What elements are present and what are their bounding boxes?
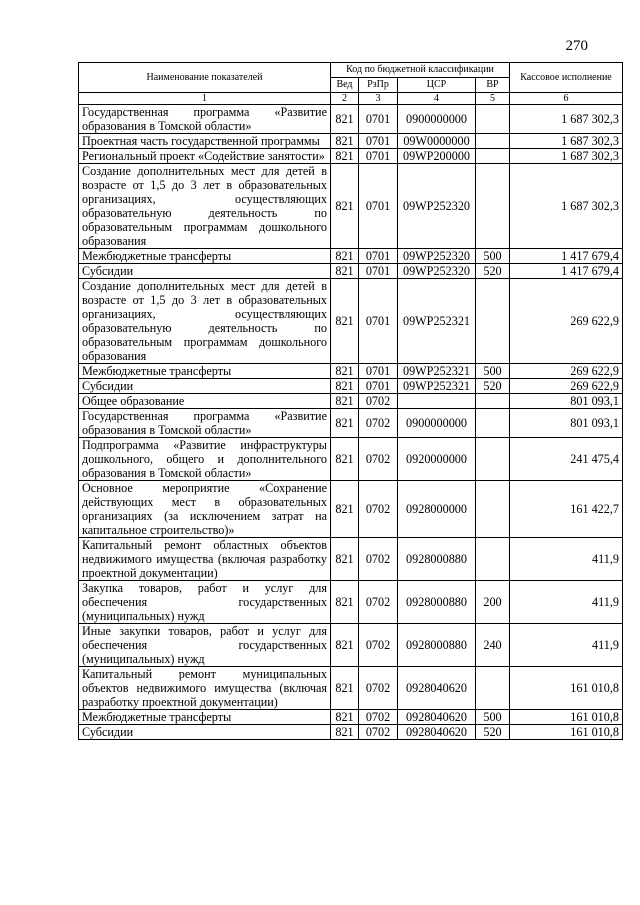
table-row [79,149,623,164]
row-ved: 821 [331,409,359,438]
row-ved: 821 [331,279,359,364]
row-csr: 0928000880 [398,538,476,581]
row-name: Закупка товаров, работ и услуг для обеспечения государственных (муниципальных) нужд [79,581,331,624]
row-amount: 411,9 [510,624,623,667]
row-amount: 1 687 302,3 [510,164,623,249]
row-ved: 821 [331,264,359,279]
header-amount: Кассовое исполнение [510,63,623,93]
row-vr [476,481,510,538]
row-vr: 520 [476,379,510,394]
row-csr: 09W0000000 [398,134,476,149]
row-vr: 520 [476,264,510,279]
header-ved: Вед [331,78,359,93]
row-csr: 09WP252321 [398,364,476,379]
row-rzpr: 0701 [359,164,398,249]
table-row [79,538,623,581]
row-csr: 0928000880 [398,581,476,624]
table-row [79,725,623,740]
row-csr: 09WP252320 [398,264,476,279]
row-amount: 269 622,9 [510,364,623,379]
row-csr: 09WP252321 [398,379,476,394]
row-csr [398,394,476,409]
table-row [79,279,623,364]
table-row [79,164,623,249]
table-row [79,581,623,624]
row-vr [476,438,510,481]
row-name: Субсидии [79,725,331,740]
row-ved: 821 [331,249,359,264]
table-row [79,249,623,264]
row-rzpr: 0702 [359,725,398,740]
row-rzpr: 0702 [359,538,398,581]
row-rzpr: 0702 [359,624,398,667]
row-rzpr: 0701 [359,134,398,149]
column-number: 6 [510,93,623,105]
column-number: 3 [359,93,398,105]
row-name: Межбюджетные трансферты [79,710,331,725]
row-name: Общее образование [79,394,331,409]
row-csr: 0900000000 [398,105,476,134]
row-rzpr: 0701 [359,249,398,264]
row-vr: 520 [476,725,510,740]
row-csr: 0928000880 [398,624,476,667]
row-name: Субсидии [79,379,331,394]
row-name: Межбюджетные трансферты [79,364,331,379]
table-row [79,364,623,379]
row-vr [476,279,510,364]
row-rzpr: 0702 [359,409,398,438]
row-csr: 09WP200000 [398,149,476,164]
row-amount: 1 417 679,4 [510,249,623,264]
row-ved: 821 [331,149,359,164]
row-rzpr: 0701 [359,279,398,364]
row-ved: 821 [331,667,359,710]
row-csr: 0920000000 [398,438,476,481]
row-name: Капитальный ремонт областных объектов недвижимого имущества (включая разработку проектной документации) [79,538,331,581]
row-amount: 1 687 302,3 [510,105,623,134]
row-rzpr: 0701 [359,379,398,394]
row-ved: 821 [331,710,359,725]
header-rzpr: РзПр [359,78,398,93]
row-csr: 09WP252321 [398,279,476,364]
header-vr: ВР [476,78,510,93]
row-vr: 240 [476,624,510,667]
row-amount: 161 010,8 [510,710,623,725]
row-rzpr: 0702 [359,581,398,624]
row-rzpr: 0701 [359,364,398,379]
column-number: 1 [79,93,331,105]
table-row [79,481,623,538]
table-row [79,379,623,394]
table-row [79,710,623,725]
row-csr: 09WP252320 [398,249,476,264]
row-name: Капитальный ремонт муниципальных объектов недвижимого имущества (включая разработку проектной документации) [79,667,331,710]
row-ved: 821 [331,438,359,481]
row-amount: 161 010,8 [510,725,623,740]
row-amount: 269 622,9 [510,379,623,394]
row-ved: 821 [331,164,359,249]
row-vr [476,105,510,134]
row-csr: 0900000000 [398,409,476,438]
table-row [79,667,623,710]
column-number: 5 [476,93,510,105]
row-ved: 821 [331,581,359,624]
row-name: Основное мероприятие «Сохранение действующих мест в образовательных организациях (за исключением затрат на капитальное строительство)» [79,481,331,538]
table-row [79,409,623,438]
row-csr: 0928040620 [398,667,476,710]
row-name: Субсидии [79,264,331,279]
row-vr [476,409,510,438]
row-amount: 411,9 [510,581,623,624]
row-name: Проектная часть государственной программы [79,134,331,149]
row-vr: 500 [476,364,510,379]
column-number-row [79,93,623,105]
row-vr: 200 [476,581,510,624]
row-rzpr: 0702 [359,438,398,481]
row-name: Региональный проект «Содействие занятости» [79,149,331,164]
row-amount: 269 622,9 [510,279,623,364]
row-ved: 821 [331,134,359,149]
row-vr [476,149,510,164]
row-csr: 0928040620 [398,710,476,725]
table-row [79,264,623,279]
row-amount: 1 687 302,3 [510,134,623,149]
row-name: Создание дополнительных мест для детей в возрасте от 1,5 до 3 лет в образовательных организациях, осуществляющих образовательную деятельность по образовательным программам дошкольного образования [79,279,331,364]
page-number: 270 [565,38,588,54]
row-vr [476,164,510,249]
row-ved: 821 [331,394,359,409]
row-rzpr: 0701 [359,105,398,134]
row-vr: 500 [476,249,510,264]
table-row [79,438,623,481]
row-ved: 821 [331,725,359,740]
row-csr: 0928000000 [398,481,476,538]
row-vr [476,394,510,409]
row-amount: 1 417 679,4 [510,264,623,279]
column-number: 2 [331,93,359,105]
row-csr: 0928040620 [398,725,476,740]
row-name: Создание дополнительных мест для детей в возрасте от 1,5 до 3 лет в образовательных организациях, осуществляющих образовательную деятельность по образовательным программам дошкольного образования [79,164,331,249]
row-rzpr: 0702 [359,394,398,409]
row-rzpr: 0702 [359,710,398,725]
row-amount: 801 093,1 [510,409,623,438]
row-ved: 821 [331,481,359,538]
header-name: Наименование показателей [79,63,331,93]
row-name: Иные закупки товаров, работ и услуг для обеспечения государственных (муниципальных) нужд [79,624,331,667]
row-csr: 09WP252320 [398,164,476,249]
budget-execution-table [78,62,623,740]
header-code-group: Код по бюджетной классификации [331,63,510,78]
row-name: Межбюджетные трансферты [79,249,331,264]
column-number: 4 [398,93,476,105]
row-amount: 241 475,4 [510,438,623,481]
row-vr: 500 [476,710,510,725]
row-ved: 821 [331,379,359,394]
table-row [79,624,623,667]
row-vr [476,538,510,581]
row-amount: 801 093,1 [510,394,623,409]
table-row [79,105,623,134]
row-ved: 821 [331,105,359,134]
row-vr [476,134,510,149]
row-name: Государственная программа «Развитие образования в Томской области» [79,409,331,438]
row-rzpr: 0702 [359,481,398,538]
row-name: Государственная программа «Развитие образования в Томской области» [79,105,331,134]
row-ved: 821 [331,538,359,581]
row-rzpr: 0701 [359,264,398,279]
row-ved: 821 [331,364,359,379]
header-csr: ЦСР [398,78,476,93]
row-amount: 411,9 [510,538,623,581]
row-rzpr: 0702 [359,667,398,710]
row-rzpr: 0701 [359,149,398,164]
row-vr [476,667,510,710]
row-amount: 1 687 302,3 [510,149,623,164]
row-name: Подпрограмма «Развитие инфраструктуры дошкольного, общего и дополнительного образования в Томской области» [79,438,331,481]
table-row [79,134,623,149]
row-ved: 821 [331,624,359,667]
table-row [79,394,623,409]
row-amount: 161 010,8 [510,667,623,710]
row-amount: 161 422,7 [510,481,623,538]
